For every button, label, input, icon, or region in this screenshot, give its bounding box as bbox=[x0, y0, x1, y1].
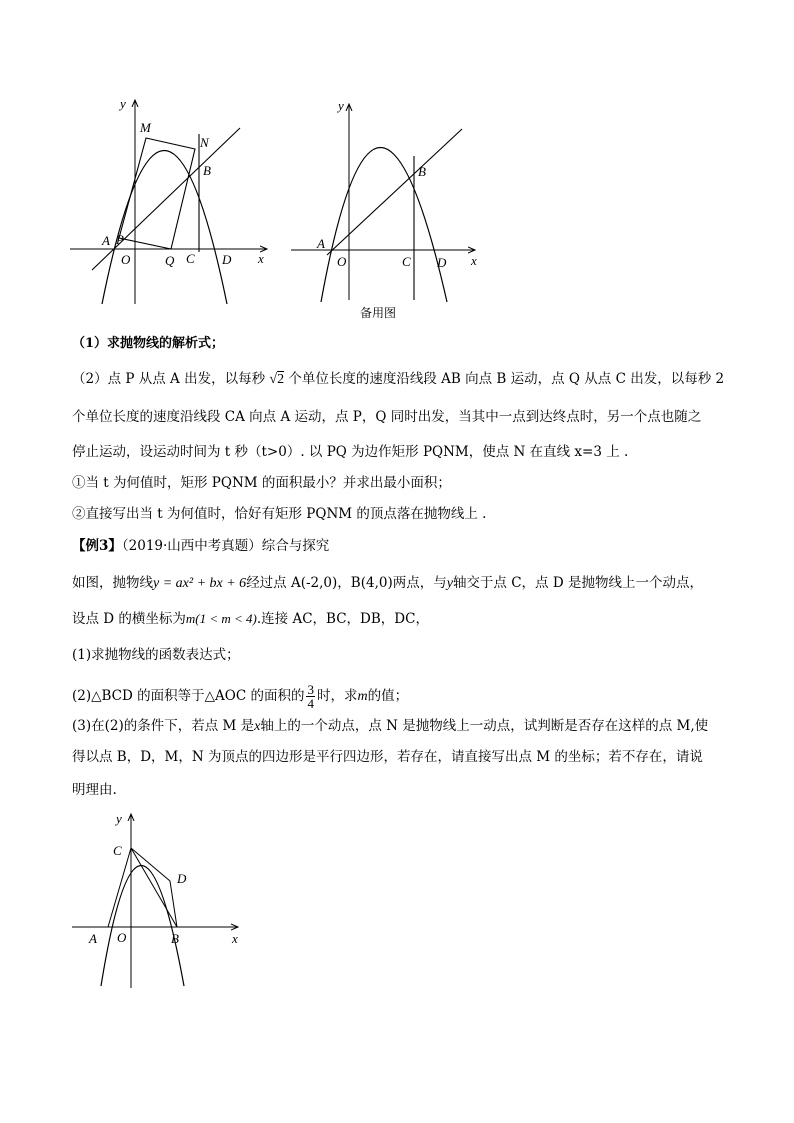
e3-q3-b: 轴上的一个动点，点 N 是抛物线上一动点，试判断是否存在这样的点 M,使 bbox=[260, 718, 709, 734]
parabola bbox=[321, 148, 447, 303]
e3-m-range: m(1 < m < 4) bbox=[185, 611, 257, 626]
label-o: O bbox=[121, 252, 131, 267]
label-d: D bbox=[437, 255, 447, 270]
prev-question-2-line3: 停止运动，设运动时间为 t 秒（t>0）. 以 PQ 为边作矩形 PQNM，使点 N 在直线 x=3 上 . bbox=[72, 444, 629, 460]
label-d: D bbox=[177, 871, 187, 886]
label-y: y bbox=[338, 98, 344, 113]
e3-line2-b: .连接 AC，BC，DB，DC， bbox=[256, 611, 429, 627]
example3-question-3-line2: 得以点 B，D，M，N 为顶点的四边形是平行四边形，若存在，请直接写出点 M 的坐标；若不存在，请说 bbox=[72, 749, 703, 765]
e3-q2-b: 时，求 bbox=[316, 688, 358, 704]
e3-q2-a: (2)△BCD 的面积等于△AOC 的面积的 bbox=[72, 688, 305, 704]
sqrt-radicand: 2 bbox=[277, 372, 285, 387]
e3-line1-c: 轴交于点 C，点 D 是抛物线上一个动点， bbox=[452, 575, 703, 591]
parabola bbox=[101, 866, 184, 987]
label-p: P bbox=[116, 232, 124, 247]
prev-question-2-part-i: ①当 t 为何值时，矩形 PQNM 的面积最小？并求出最小面积； bbox=[72, 475, 451, 491]
fraction-numerator: 3 bbox=[307, 682, 314, 697]
prev-q2-text-b: 个单位长度的速度沿线段 AB 向点 B 运动，点 Q 从点 C 出发，以每秒 2 bbox=[288, 371, 725, 387]
example3-label: 【例3】 bbox=[72, 538, 122, 554]
label-c: C bbox=[113, 843, 122, 858]
label-c: C bbox=[186, 251, 195, 266]
e3-y-var: y bbox=[446, 576, 453, 591]
label-b: B bbox=[171, 931, 179, 946]
label-a: A bbox=[102, 233, 110, 248]
fraction-denominator: 4 bbox=[307, 696, 314, 711]
figure-spare bbox=[287, 98, 487, 318]
e3-q3-a: (3)在(2)的条件下，若点 M 是 bbox=[72, 718, 255, 734]
label-y: y bbox=[120, 96, 126, 111]
sqrt-expression: √2 bbox=[269, 372, 285, 387]
prev-question-2-line2: 个单位长度的速度沿线段 CA 向点 A 运动，点 P，Q 同时出发，当其中一点到达终点时，另一个点也随之 bbox=[72, 409, 702, 425]
prev-question-2-line1 bbox=[72, 369, 732, 390]
label-a: A bbox=[317, 236, 325, 251]
prev-question-2-part-ii: ②直接写出当 t 为何值时，恰好有矩形 PQNM 的顶点落在抛物线上 . bbox=[72, 506, 487, 522]
label-b: B bbox=[418, 164, 426, 179]
label-m: M bbox=[140, 120, 151, 135]
e3-q2-m: m bbox=[357, 689, 368, 704]
example3-question-3-line3: 明理由. bbox=[72, 782, 117, 798]
label-x: x bbox=[258, 251, 264, 266]
e3-q3-x: x bbox=[254, 719, 261, 734]
example3-question-1: (1)求抛物线的函数表达式； bbox=[72, 647, 240, 663]
label-x: x bbox=[232, 931, 238, 946]
example3-line2 bbox=[72, 609, 732, 629]
e3-parabola-equation: y = ax² + bx + 6 bbox=[153, 576, 247, 591]
e3-q2-c: 的值； bbox=[367, 688, 409, 704]
label-y: y bbox=[116, 811, 122, 826]
example3-line1 bbox=[72, 573, 732, 594]
figure-rectangle-pqnm bbox=[62, 92, 282, 307]
example3-heading bbox=[72, 536, 732, 556]
label-q: Q bbox=[165, 253, 175, 268]
label-n: N bbox=[200, 135, 209, 150]
label-b: B bbox=[203, 163, 211, 178]
e3-line2-a: 设点 D 的横坐标为 bbox=[72, 611, 186, 627]
label-o: O bbox=[337, 254, 347, 269]
fraction-three-quarters bbox=[306, 683, 315, 710]
example3-question-3-line1 bbox=[72, 716, 732, 737]
segment-ac bbox=[108, 848, 131, 927]
label-a: A bbox=[89, 931, 97, 946]
e3-line1-b: 经过点 A(-2,0)，B(4,0)两点，与 bbox=[246, 575, 447, 591]
figure-caption: 备用图 bbox=[360, 306, 397, 320]
e3-line1-a: 如图，抛物线 bbox=[72, 575, 153, 591]
example3-source: （2019·山西中考真题）综合与探究 bbox=[121, 538, 330, 554]
example3-question-2 bbox=[72, 680, 732, 712]
segment-cd bbox=[131, 848, 170, 881]
prev-q2-text-a: （2）点 P 从点 A 出发，以每秒 bbox=[72, 371, 266, 387]
label-d: D bbox=[222, 252, 232, 267]
label-x: x bbox=[471, 253, 477, 268]
rectangle-pqnm bbox=[119, 138, 195, 249]
label-o: O bbox=[117, 930, 127, 945]
figure-example3 bbox=[68, 810, 258, 995]
prev-question-1: （1）求抛物线的解析式； bbox=[72, 336, 225, 351]
label-c: C bbox=[402, 254, 411, 269]
segment-cb bbox=[131, 848, 177, 927]
